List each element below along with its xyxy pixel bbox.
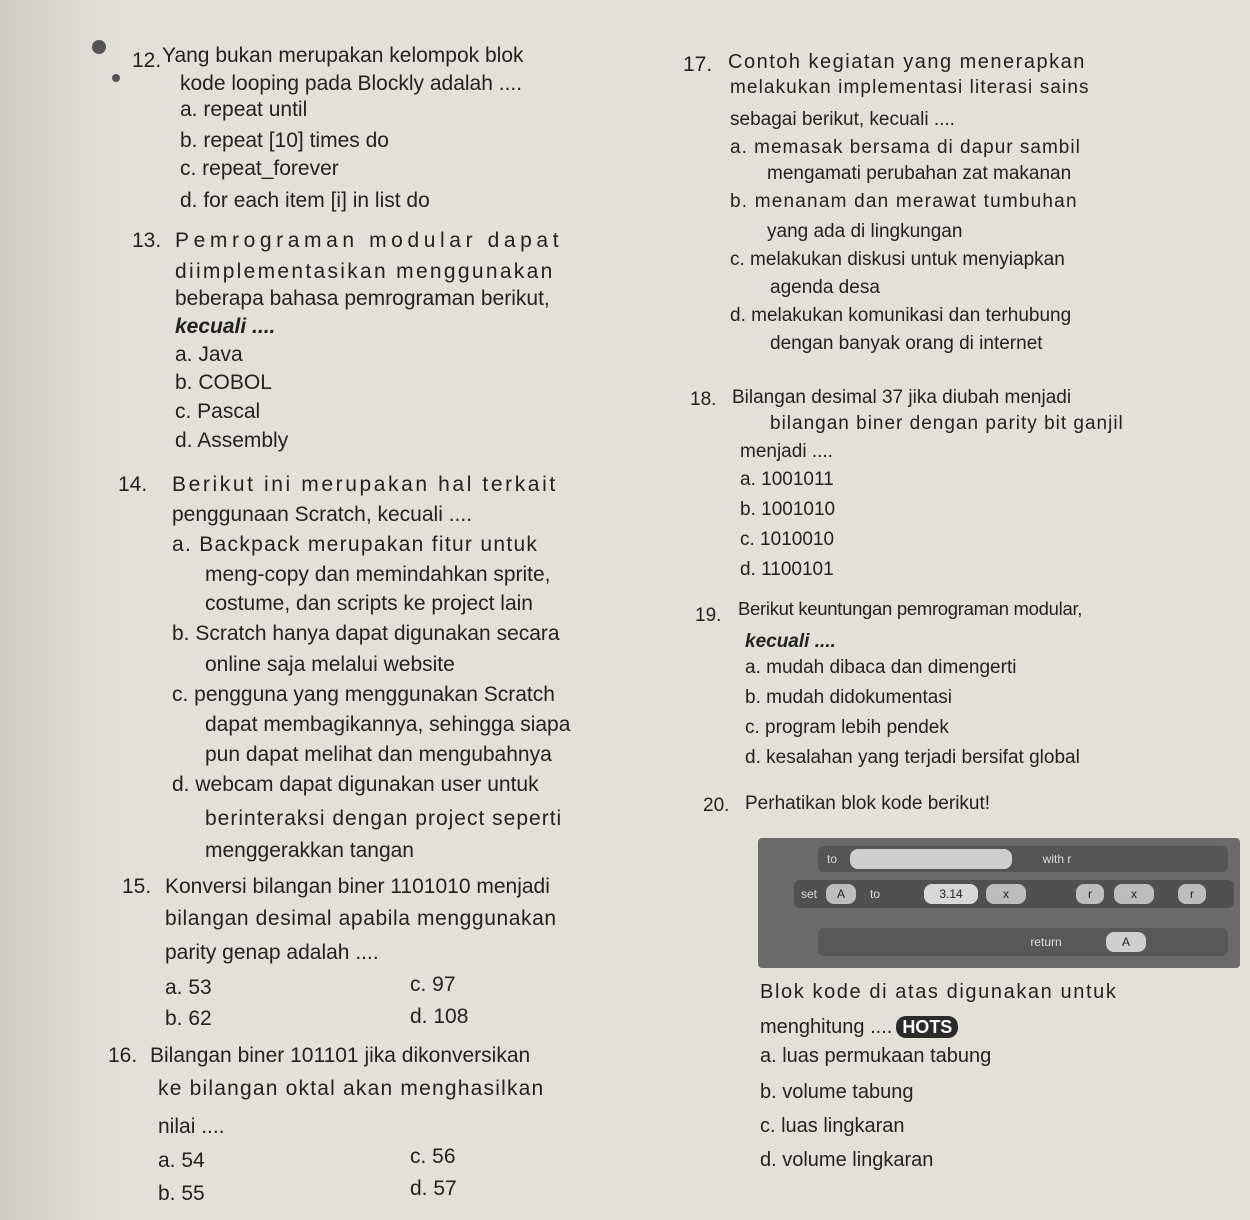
q14-option-a-line2: meng-copy dan memindahkan sprite, bbox=[205, 563, 551, 586]
q17-option-a-line1: a. memasak bersama di dapur sambil bbox=[730, 137, 1081, 158]
q15-option-a: a. 53 bbox=[165, 976, 212, 999]
q18-number: 18. bbox=[690, 389, 717, 410]
q18-stem-line2: bilangan biner dengan parity bit ganjil bbox=[770, 413, 1124, 434]
q16-option-a: a. 54 bbox=[158, 1149, 205, 1172]
return-variable-field: A bbox=[1106, 932, 1146, 952]
q19-stem-line1: Berikut keuntungan pemrograman modular, bbox=[738, 598, 1083, 619]
q16-stem-line3: nilai .... bbox=[158, 1115, 225, 1138]
q13-stem-line2: diimplementasikan menggunakan bbox=[175, 260, 555, 283]
q16-stem-line2: ke bilangan oktal akan menghasilkan bbox=[158, 1077, 545, 1100]
q19-stem-line2: kecuali .... bbox=[745, 631, 836, 652]
q15-option-c: c. 97 bbox=[410, 973, 456, 996]
q20-stem-line3-wrap bbox=[760, 1016, 958, 1038]
operator-field-1: x bbox=[986, 884, 1026, 904]
q14-option-a-line3: costume, dan scripts ke project lain bbox=[205, 592, 533, 615]
q16-option-d: d. 57 bbox=[410, 1177, 457, 1200]
q15-stem-line1: Konversi bilangan biner 1101010 menjadi bbox=[165, 875, 550, 898]
q15-option-d: d. 108 bbox=[410, 1005, 469, 1028]
q14-stem-line1: Berikut ini merupakan hal terkait bbox=[172, 473, 558, 496]
q17-option-b-line2: yang ada di lingkungan bbox=[767, 221, 963, 242]
q17-option-b-line1: b. menanam dan merawat tumbuhan bbox=[730, 191, 1078, 212]
blockly-code-image bbox=[758, 838, 1240, 968]
q17-stem-line2: melakukan implementasi literasi sains bbox=[730, 77, 1090, 98]
q13-option-b: b. COBOL bbox=[175, 371, 272, 394]
q14-option-c-line3: pun dapat melihat dan mengubahnya bbox=[205, 743, 552, 766]
q16-option-b: b. 55 bbox=[158, 1182, 205, 1205]
q17-stem-line3: sebagai berikut, kecuali .... bbox=[730, 109, 955, 130]
block-to-label: to bbox=[826, 852, 837, 866]
block-set-label: set bbox=[800, 887, 817, 901]
q14-option-c-line2: dapat membagikannya, sehingga siapa bbox=[205, 713, 571, 736]
q14-option-a-line1: a. Backpack merupakan fitur untuk bbox=[172, 533, 539, 556]
q19-number: 19. bbox=[695, 605, 722, 626]
q14-option-b-line2: online saja melalui website bbox=[205, 653, 455, 676]
q13-option-c: c. Pascal bbox=[175, 400, 261, 423]
q17-option-d-line1: d. melakukan komunikasi dan terhubung bbox=[730, 305, 1072, 326]
q14-stem-line2: penggunaan Scratch, kecuali .... bbox=[172, 503, 473, 526]
q12-option-d: d. for each item [i] in list do bbox=[180, 189, 430, 212]
q20-number: 20. bbox=[703, 795, 730, 816]
operator-field-2: x bbox=[1114, 884, 1154, 904]
q18-option-b: b. 1001010 bbox=[740, 499, 836, 520]
q18-option-a: a. 1001011 bbox=[740, 469, 834, 490]
q14-option-b-line1: b. Scratch hanya dapat digunakan secara bbox=[172, 622, 560, 645]
q14-option-d-line2: berinteraksi dengan project seperti bbox=[205, 807, 563, 830]
q14-option-d-line3: menggerakkan tangan bbox=[205, 839, 414, 862]
q18-stem-line3: menjadi .... bbox=[740, 441, 833, 462]
q16-option-c: c. 56 bbox=[410, 1145, 456, 1168]
q13-option-a: a. Java bbox=[175, 343, 243, 366]
q14-option-c-line1: c. pengguna yang menggunakan Scratch bbox=[172, 683, 555, 706]
q13-stem-line1: Pemrograman modular dapat bbox=[175, 229, 564, 252]
q15-stem-line2: bilangan desimal apabila menggunakan bbox=[165, 907, 557, 930]
q14-number: 14. bbox=[118, 473, 148, 496]
q19-option-c: c. program lebih pendek bbox=[745, 717, 949, 738]
q12-option-a: a. repeat until bbox=[180, 98, 308, 121]
q12-option-b: b. repeat [10] times do bbox=[180, 129, 389, 152]
q13-number: 13. bbox=[132, 229, 162, 252]
q18-option-d: d. 1100101 bbox=[740, 559, 834, 580]
q16-number: 16. bbox=[108, 1044, 138, 1067]
q15-number: 15. bbox=[122, 875, 152, 898]
q20-option-b: b. volume tabung bbox=[760, 1081, 914, 1103]
block-return-label: return bbox=[1030, 935, 1062, 949]
q16-stem-line1: Bilangan biner 101101 jika dikonversikan bbox=[150, 1044, 531, 1067]
r-field-2: r bbox=[1178, 884, 1206, 904]
q20-option-a: a. luas permukaan tabung bbox=[760, 1045, 992, 1067]
q12-stem-line1: Yang bukan merupakan kelompok blok bbox=[162, 44, 524, 67]
q13-stem-line4: kecuali .... bbox=[175, 315, 276, 338]
q17-option-c-line2: agenda desa bbox=[770, 277, 880, 298]
q20-stem-line1: Perhatikan blok kode berikut! bbox=[745, 793, 991, 814]
hots-badge: HOTS bbox=[896, 1016, 958, 1038]
q17-number: 17. bbox=[683, 53, 713, 76]
q19-option-a: a. mudah dibaca dan dimengerti bbox=[745, 657, 1017, 678]
q13-stem-line3: beberapa bahasa pemrograman berikut, bbox=[175, 287, 550, 310]
q18-option-c: c. 1010010 bbox=[740, 529, 835, 550]
q15-stem-line3: parity genap adalah .... bbox=[165, 941, 379, 964]
q19-option-b: b. mudah didokumentasi bbox=[745, 687, 953, 708]
function-name-field bbox=[850, 849, 1012, 869]
q18-stem-line1: Bilangan desimal 37 jika diubah menjadi bbox=[732, 387, 1072, 408]
variable-a-field: A bbox=[826, 884, 856, 904]
q17-option-c-line1: c. melakukan diskusi untuk menyiapkan bbox=[730, 249, 1065, 270]
q17-stem-line1: Contoh kegiatan yang menerapkan bbox=[728, 51, 1086, 73]
r-field-1: r bbox=[1076, 884, 1104, 904]
binder-hole bbox=[92, 40, 106, 54]
q15-option-b: b. 62 bbox=[165, 1007, 212, 1030]
q12-stem-line2: kode looping pada Blockly adalah .... bbox=[180, 72, 523, 95]
q17-option-d-line2: dengan banyak orang di internet bbox=[770, 333, 1043, 354]
q20-stem-line2: Blok kode di atas digunakan untuk bbox=[760, 981, 1118, 1003]
q14-option-d-line1: d. webcam dapat digunakan user untuk bbox=[172, 773, 539, 796]
q20-option-d: d. volume lingkaran bbox=[760, 1149, 934, 1171]
q17-option-a-line2: mengamati perubahan zat makanan bbox=[767, 163, 1072, 184]
block-to2-label: to bbox=[869, 887, 880, 901]
q12-number: 12. bbox=[132, 49, 162, 72]
q13-option-d: d. Assembly bbox=[175, 429, 289, 452]
binder-hole bbox=[112, 74, 120, 82]
block-with-label: with r bbox=[1042, 852, 1072, 866]
value-field: 3.14 bbox=[924, 884, 978, 904]
q20-stem-line3: menghitung .... bbox=[760, 1016, 893, 1038]
q20-option-c: c. luas lingkaran bbox=[760, 1115, 905, 1137]
q19-option-d: d. kesalahan yang terjadi bersifat global bbox=[745, 747, 1080, 768]
q12-option-c: c. repeat_forever bbox=[180, 157, 339, 180]
